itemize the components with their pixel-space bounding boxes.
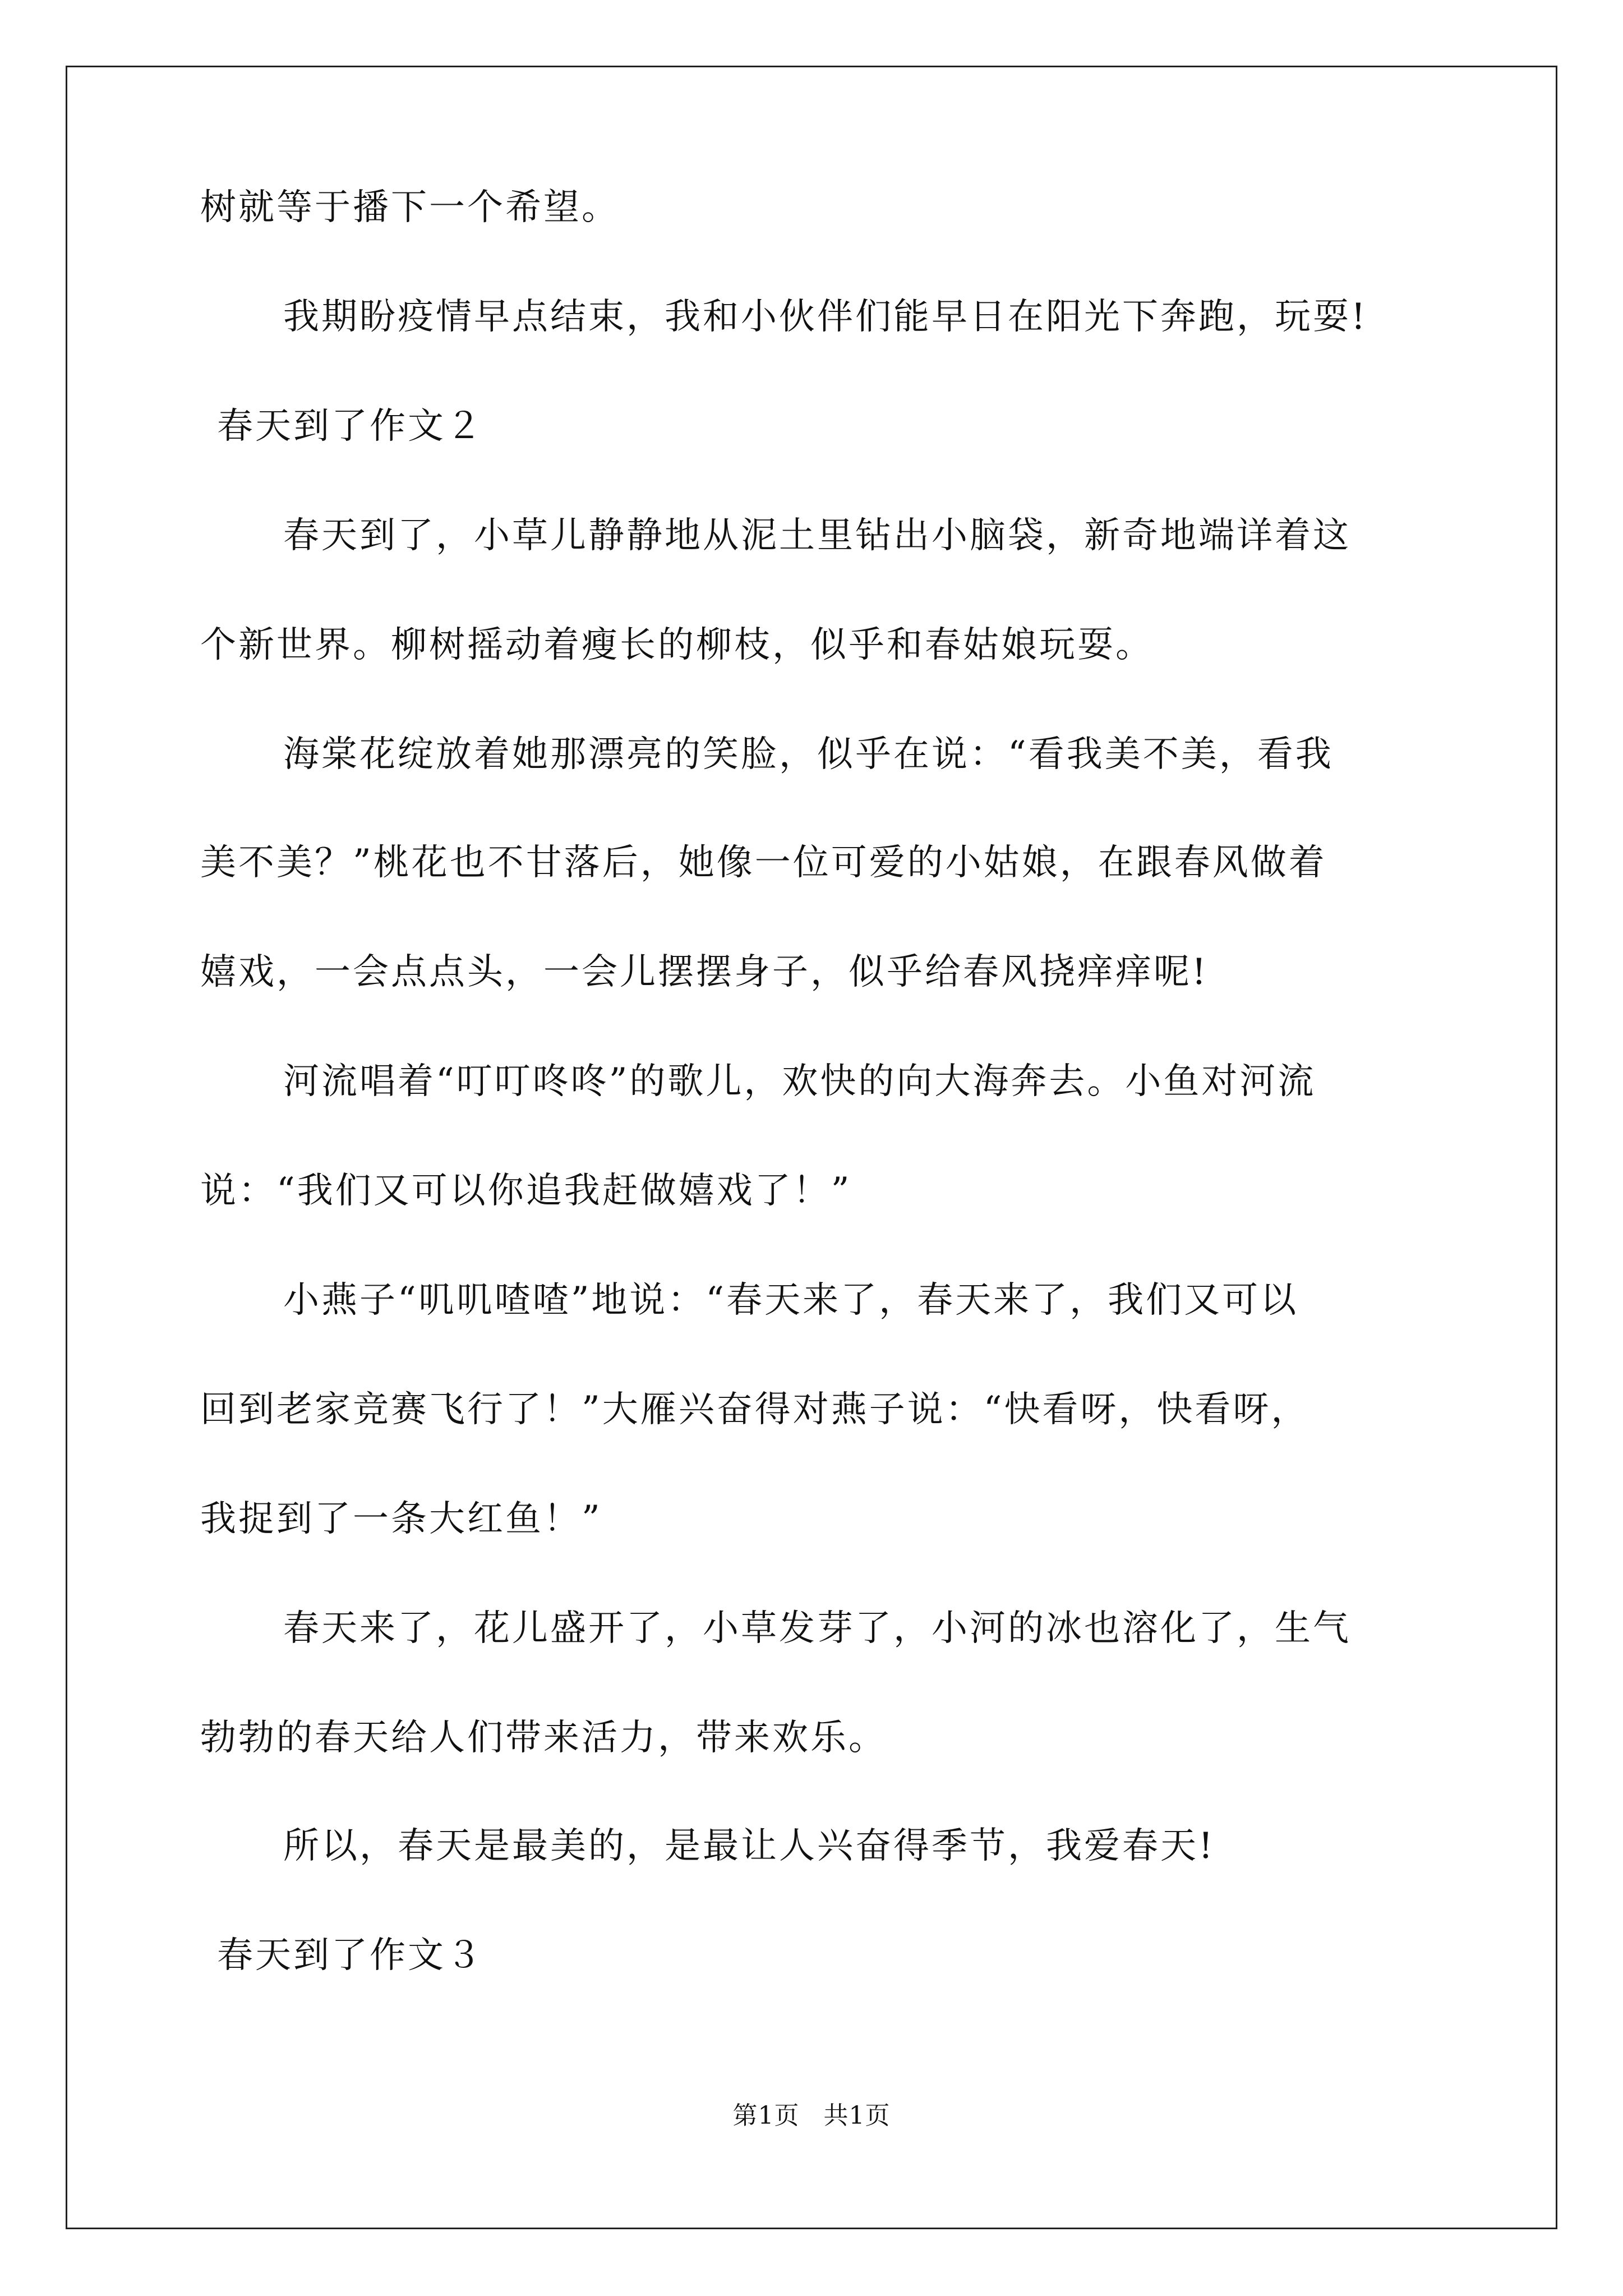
page-footer: [0, 2099, 1623, 2133]
section-heading: 春天到了作文３: [217, 1935, 484, 1976]
paragraph-line: 回到老家竞赛飞行了！”大雁兴奋得对燕子说：“快看呀，快看呀，: [200, 1389, 1310, 1430]
paragraph-line: 小燕子“叽叽喳喳”地说：“春天来了，春天来了，我们又可以: [283, 1280, 1299, 1321]
paragraph-line: 海棠花绽放着她那漂亮的笑脸，似乎在说：“看我美不美，看我: [283, 734, 1334, 775]
paragraph-line: 个新世界。柳树摇动着瘦长的柳枝，似乎和春姑娘玩耍。: [200, 624, 1154, 666]
paragraph-line: 我期盼疫情早点结束，我和小伙伴们能早日在阳光下奔跑，玩耍!: [283, 296, 1368, 338]
page-border: [66, 66, 1557, 2229]
section-heading: 春天到了作文２: [217, 406, 484, 447]
page-total: 共1页: [823, 2101, 891, 2130]
paragraph-line: 嬉戏，一会点点头，一会儿摆摆身子，似乎给春风挠痒痒呢!: [200, 951, 1209, 993]
paragraph-line: 春天来了，花儿盛开了，小草发芽了，小河的冰也溶化了，生气: [283, 1608, 1351, 1649]
paragraph-line: 勃勃的春天给人们带来活力，带来欢乐。: [200, 1717, 887, 1759]
paragraph-line: 河流唱着“叮叮咚咚”的歌儿，欢快的向大海奔去。小鱼对河流: [283, 1061, 1316, 1102]
paragraph-line: 树就等于播下一个希望。: [200, 187, 620, 228]
paragraph-line: 春天到了，小草儿静静地从泥土里钻出小脑袋，新奇地端详着这: [283, 515, 1351, 556]
page-number: 第1页: [732, 2101, 800, 2130]
paragraph-line: 所以，春天是最美的，是最让人兴奋得季节，我爱春天!: [283, 1825, 1215, 1867]
paragraph-line: 说：“我们又可以你追我赶做嬉戏了！”: [200, 1170, 852, 1212]
paragraph-line: 我捉到了一条大红鱼！”: [200, 1498, 602, 1540]
paragraph-line: 美不美？”桃花也不甘落后，她像一位可爱的小姑娘，在跟春风做着: [200, 842, 1327, 884]
